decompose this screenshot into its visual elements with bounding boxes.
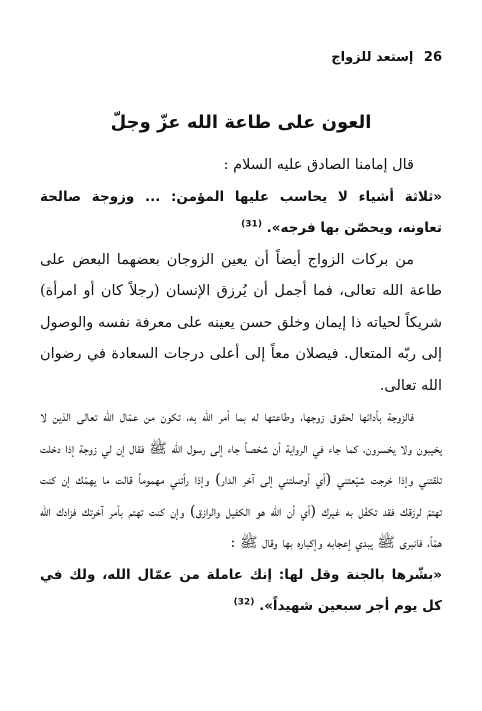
page-number: 26: [423, 50, 442, 65]
intro-line: قال إمامنا الصادق عليه السلام :: [223, 157, 414, 173]
section-title: العون على طاعة الله عزّ وجلّ: [110, 112, 372, 133]
hadith-quote-2: [40, 560, 442, 623]
body-text: [40, 150, 442, 623]
footnote-ref-31: (31): [241, 219, 262, 230]
hadith-1-text: «ثلاثة أشياء لا يحاسب عليها المؤمن: ... وزوجة صالحة تعاونه، ويحصّن بها فرجه».: [40, 188, 442, 236]
hadith-quote-1: [40, 182, 442, 245]
page-header: [40, 50, 442, 72]
hadith-2-text: «بشّرها بالجنة وقل لها: إنك عاملة من عمّال الله، ولك في كل يوم أجر سبعين شهيداً».: [40, 566, 442, 614]
footnote-ref-32: (32): [233, 597, 255, 608]
paragraph-2: فالزوجة بأدائها لحقوق زوجها، وطاعتها له بما أمر الله به، تكون من عمّال الله تعالى الذين لا يخيبون ولا يخسرون، كما جاء في الرواية أن شخصاً جاء إلى رسول الله ﷺ فقال إن لي زوجة إذا دخلت تلقتني وإذا خرجت شيّعتني (أي أوصلتني إلى آخر الدار) وإذا رأتني مهموماً قالت ما يهمّك إن كنت تهتمّ لرزقك فقد تكفّل به غيرك (أي أن الله هو الكفيل والرازق) وإن كنت تهتم بأمر آخرتك فزادك الله همّاً، فانبرى ﷺ يبدي إعجابه وإكباره بها وقال ﷺ :: [40, 409, 442, 551]
running-title: إستعد للزواج: [331, 50, 414, 65]
paragraph-1: من بركات الزواج أيضاً أن يعين الزوجان بعضهما البعض على طاعة الله تعالى، فما أجمل أن يُرزق الإنسان (رجلاً كان أو امرأة) شريكاً لحياته ذا إيمان وخلق حسن يعينه على معرفة نفسه والوصول إلى ربّه المتعال. فيصلان معاً إلى أعلى درجات السعادة في رضوان الله تعالى.: [40, 251, 442, 394]
